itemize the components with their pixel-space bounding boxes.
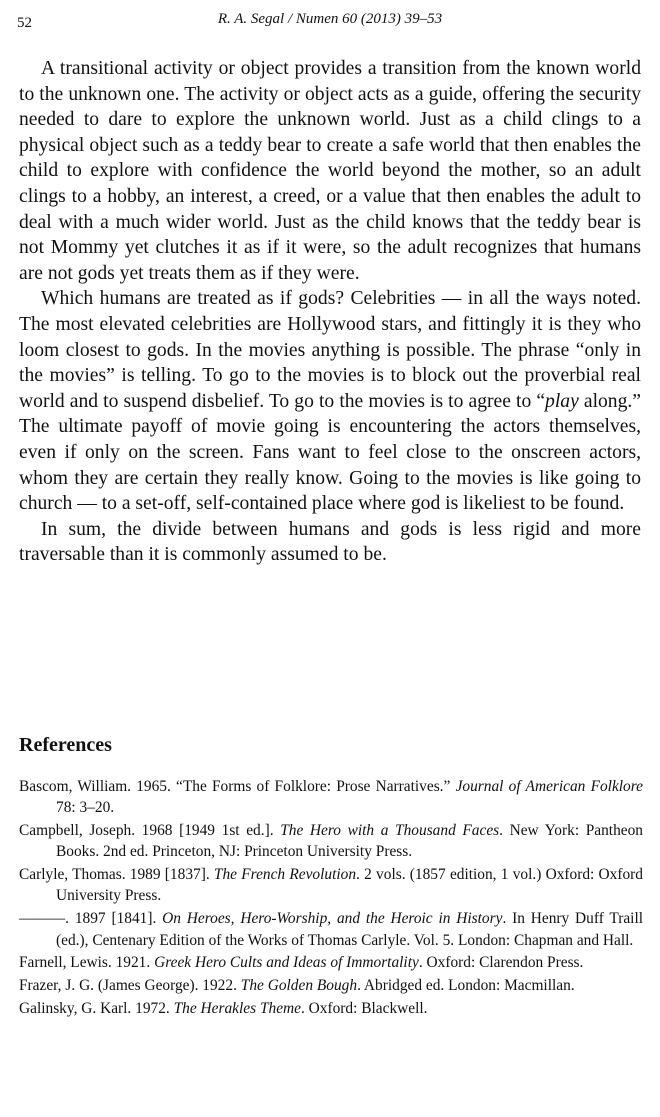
page-number: 52 xyxy=(17,15,32,31)
paragraph-2 xyxy=(19,286,641,516)
running-head: R. A. Segal / Numen 60 (2013) 39–53 xyxy=(217,11,443,27)
italic-word-play: play xyxy=(545,390,579,412)
ref-text: Frazer, J. G. (James George). 1922. xyxy=(19,977,241,995)
ref-text: . 2 vols. (1857 edition, 1 vol.) Oxford: Oxford University Press. xyxy=(56,866,643,905)
ref-text: . New York: Pantheon Books. 2nd ed. Princeton, NJ: Princeton University Press. xyxy=(56,822,643,861)
reference-item xyxy=(19,952,643,973)
reference-item xyxy=(19,864,643,907)
reference-item xyxy=(19,908,643,951)
ref-title: The Herakles Theme xyxy=(173,999,301,1017)
ref-text: Bascom, William. 1965. “The Forms of Folklore: Prose Narratives.” xyxy=(19,778,456,795)
body-text xyxy=(19,56,641,568)
references-list xyxy=(19,776,643,1021)
reference-item xyxy=(19,820,643,863)
paragraph-1: A transitional activity or object provides a transition from the known world to the unknown one. The activity or object acts as a guide, offering the security needed to dare to explore the unknown world. Just as a child clings to a physical object such as a teddy bear to create a safe world that then enables the child to explore with confidence the world beyond the mother, so an adult clings to a hobby, an interest, a creed, or a value that then enables the adult to deal with a much wider world. Just as the child knows that the teddy bear is not Mommy yet clutches it as if it were, so the adult recognizes that humans are not gods yet treats them as if they were. xyxy=(19,58,641,284)
ref-title: The French Revolution xyxy=(213,866,357,884)
ref-text: Campbell, Joseph. 1968 [1949 1st ed.]. xyxy=(19,822,281,840)
ref-title: Journal of American Folklore xyxy=(455,778,644,795)
ref-title: On Heroes, Hero-Worship, and the Heroic in History xyxy=(162,910,503,928)
ref-text: 78: 3–20. xyxy=(56,799,115,817)
ref-title: Greek Hero Cults and Ideas of Immortality xyxy=(154,954,419,972)
reference-item xyxy=(19,975,643,996)
ref-text: Farnell, Lewis. 1921. xyxy=(19,954,155,972)
ref-text: . In Henry Duff Traill (ed.), Centenary Edition of the Works of Thomas Carlyle. Vol. 5. London: Chapman and Hall. xyxy=(56,910,644,949)
ref-text: ———. 1897 [1841]. xyxy=(19,910,163,928)
ref-title: The Golden Bough xyxy=(240,977,358,995)
ref-text: Carlyle, Thomas. 1989 [1837]. xyxy=(19,866,214,884)
ref-text: . Oxford: Clarendon Press. xyxy=(418,954,584,972)
paragraph-2-end: along.” The ultimate payoff of movie going is encountering the actors themselves, even if only on the screen. Fans want to feel close to the onscreen actors, whom they are certain they really know. Going to the movies is like going to church — to a set-off, self-contained place where god is likeliest to be found. xyxy=(19,390,641,515)
ref-text: . Abridged ed. London: Macmillan. xyxy=(357,977,575,995)
paragraph-2-start: Which humans are treated as if gods? Celebrities — in all the ways noted. The most elevated celebrities are Hollywood stars, and fittingly it is they who loom closest to gods. In the movies anything is possible. The phrase “only in the movies” is telling. To go to the movies is to block out the proverbial real world and to suspend disbelief. To go to the movies is to agree to “ xyxy=(19,288,641,412)
paragraph-3: In sum, the divide between humans and gods is less rigid and more traversable than it is commonly assumed to be. xyxy=(19,518,641,566)
references-heading: References xyxy=(19,734,112,756)
reference-item xyxy=(19,998,643,1019)
ref-text: Galinsky, G. Karl. 1972. xyxy=(19,999,174,1017)
reference-item xyxy=(19,776,643,819)
ref-title: The Hero with a Thousand Faces xyxy=(280,822,500,840)
ref-text: . Oxford: Blackwell. xyxy=(300,999,428,1017)
